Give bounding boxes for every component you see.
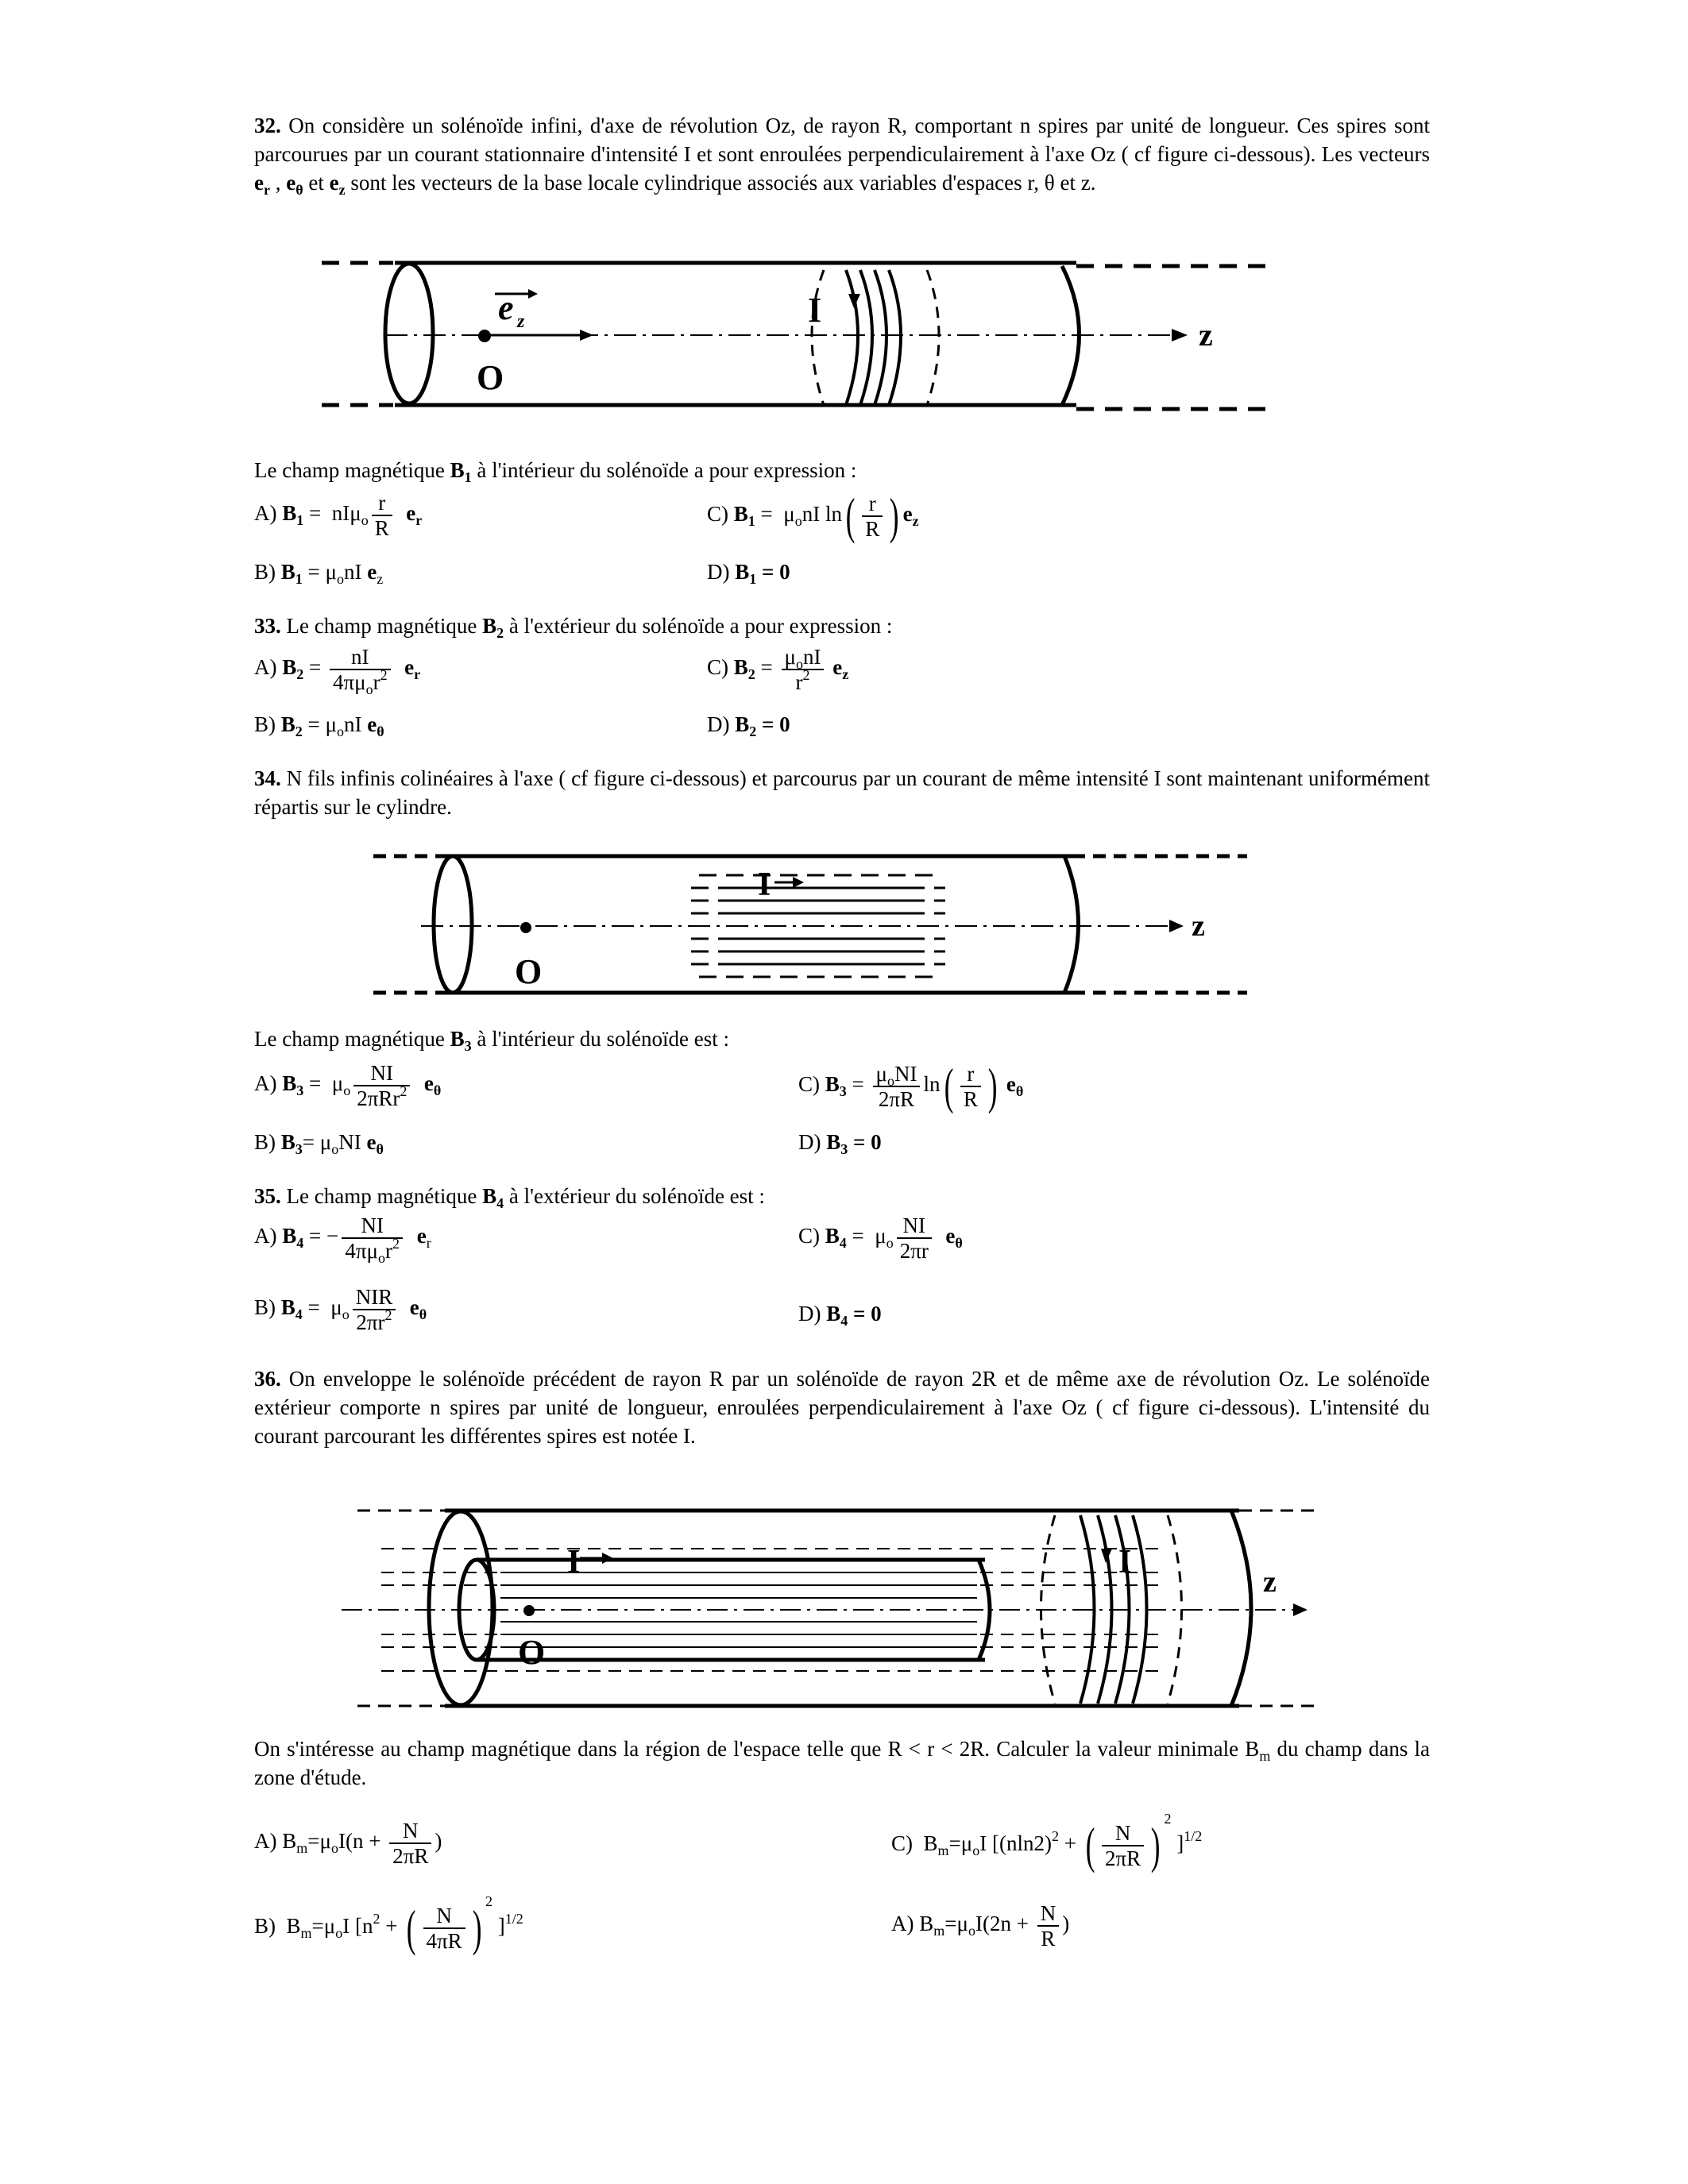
fig3-outer-current-label: I <box>1118 1544 1132 1580</box>
q36-statement: 36. On enveloppe le solénoïde précédent de rayon R par un solénoïde de rayon 2R et de même axe de révolution Oz. Le solénoïde extérieur comporte n spires par unité de longueur, enroulées perpendiculairement à l'axe Oz ( cf figure ci-dessous). L'intensité du courant parcourant les différentes spires est notée I. <box>254 1367 1430 1448</box>
q32-answer-b[interactable]: B) $B_1 = \mu_onI$ $e_z$ <box>254 560 384 587</box>
q33-statement: 33. Le champ magnétique $B_2$ à l'extérieur du solénoïde a pour expression : <box>254 614 893 641</box>
fig1-axis-label: z <box>1199 317 1213 353</box>
fig2-axis-label: z <box>1192 909 1205 943</box>
wires-figure <box>373 842 1255 1001</box>
q32-number: 32. <box>254 114 281 137</box>
q34-statement: 34. N fils infinis colinéaires à l'axe ( cf figure ci-dessous) et parcourus par un courant de même intensité I sont maintenant uniformément répartis sur le cylindre. <box>254 766 1430 819</box>
q35-statement: 35. Le champ magnétique $B_4$ à l'extérieur du solénoïde est : <box>254 1184 765 1211</box>
q35-answer-d[interactable]: D) $B_4 = 0$ <box>798 1302 882 1329</box>
fig3-axis-label: z <box>1263 1565 1277 1599</box>
q33-answer-c[interactable]: C) $B_2$ = $\frac{\mu_onI}{r^2}$ $e_z$ <box>707 645 849 694</box>
q36-answer-a[interactable]: A) $B_m=\mu_oI(n$ + $\frac{N}{2\pi R}$ ) <box>254 1819 442 1868</box>
q32-prompt: Le champ magnétique $B_1$ à l'intérieur du solénoïde a pour expression : <box>254 458 857 485</box>
q35-answer-c[interactable]: C) $B_4 = \mu_o$ $\frac{NI}{2\pi r}$ $e_\theta$ <box>798 1214 963 1263</box>
q33-answer-b[interactable]: B) $B_2 = \mu_onI$ $e_\theta$ <box>254 712 384 739</box>
q34-answer-d[interactable]: D) $B_3 = 0$ <box>798 1130 882 1157</box>
q32-statement: 32. On considère un solénoïde infini, d'axe de révolution Oz, de rayon R, comportant n spires par unité de longueur. Ces spires sont parcourues par un courant stationnaire d'intensité I et sont enroulées perpendiculairement à l'axe Oz ( cf figure ci-dessous). Les vecteurs $e_r$ , $e_\theta$ et $e_z$ sont les vecteurs de la base locale cylindrique associés aux variables d'espaces r, θ et z. <box>254 114 1430 198</box>
q33-number: 33. <box>254 614 281 638</box>
fig3-origin-label: O <box>518 1633 546 1672</box>
svg-text:z: z <box>517 311 525 332</box>
q32-answer-d[interactable]: D) $B_1 = 0$ <box>707 560 790 587</box>
q32-text: On considère un solénoïde infini, d'axe de révolution Oz, de rayon R, comportant n spires par unité de longueur. Ces spires sont parcourues par un courant stationnaire d'intensité I et sont enroulées perpendiculairement à l'axe Oz ( cf figure ci-dessous). Les vecteurs <box>254 114 1430 166</box>
q32-answer-c[interactable]: C) $B_1 = \mu_onI$ ln( $\frac{r}{R}$ ) $e_z$ <box>707 488 919 544</box>
q36-answer-c[interactable]: C) $B_m=\mu_oI$ [$(nln2)^2$ + ( $\frac{N}{2\pi R}$ ) $^2$ ]$^{1/2}$ <box>891 1811 1203 1873</box>
q36-answer-d[interactable]: A) $B_m=\mu_oI(2n$ + $\frac{N}{R}$ ) <box>891 1901 1070 1951</box>
q33-answer-d[interactable]: D) $B_2 = 0$ <box>707 712 790 739</box>
q32-answer-a[interactable]: A) $B_1 = nI\mu_o$ $\frac{r}{R}$ $e_r$ <box>254 491 423 540</box>
fig1-current-label: I <box>808 291 822 330</box>
solenoid-figure <box>322 246 1275 429</box>
q36-number: 36. <box>254 1367 281 1391</box>
fig3-inner-current-label: I <box>567 1544 581 1580</box>
coaxial-figure <box>334 1501 1319 1715</box>
q36-answer-b[interactable]: B) $B_m=\mu_oI$ [$n^2$ + ( $\frac{N}{4\pi R}$ ) $^2$ ]$^{1/2}$ <box>254 1893 523 1956</box>
q36-prompt: On s'intéresse au champ magnétique dans la région de l'espace telle que R < r < 2R. Calculer la valeur minimale $B_m$ du champ dans la zone d'étude. <box>254 1737 1430 1789</box>
fig1-ez-label: e <box>498 288 514 327</box>
q34-answer-a[interactable]: A) $B_3 = \mu_o$ $\frac{NI}{2\pi Rr^2}$ $e_\theta$ <box>254 1061 442 1110</box>
q34-number: 34. <box>254 766 281 790</box>
fig1-origin-label: O <box>477 358 504 397</box>
q34-answer-c[interactable]: C) $B_3$ = $\frac{\mu_oNI}{2\pi R}$ ln( $\frac{r}{R}$ ) $e_\theta$ <box>798 1058 1024 1114</box>
q35-number: 35. <box>254 1184 281 1208</box>
fig2-current-label: I <box>758 866 771 903</box>
q34-prompt: Le champ magnétique $B_3$ à l'intérieur du solénoïde est : <box>254 1027 729 1054</box>
q34-answer-b[interactable]: B) $B_3= \mu_oNI$ $e_\theta$ <box>254 1130 384 1157</box>
q33-answer-a[interactable]: A) $B_2$ = $\frac{nI}{4\pi\mu_or^2}$ $e_r$ <box>254 645 421 697</box>
q35-answer-a[interactable]: A) $B_4$ = − $\frac{NI}{4\pi\mu_or^2}$ $e_r$ <box>254 1214 431 1266</box>
q35-answer-b[interactable]: B) $B_4 = \mu_o$ $\frac{\text{NIR}}{2\pi r^2}$ $e_\theta$ <box>254 1285 427 1334</box>
fig2-origin-label: O <box>515 952 543 991</box>
